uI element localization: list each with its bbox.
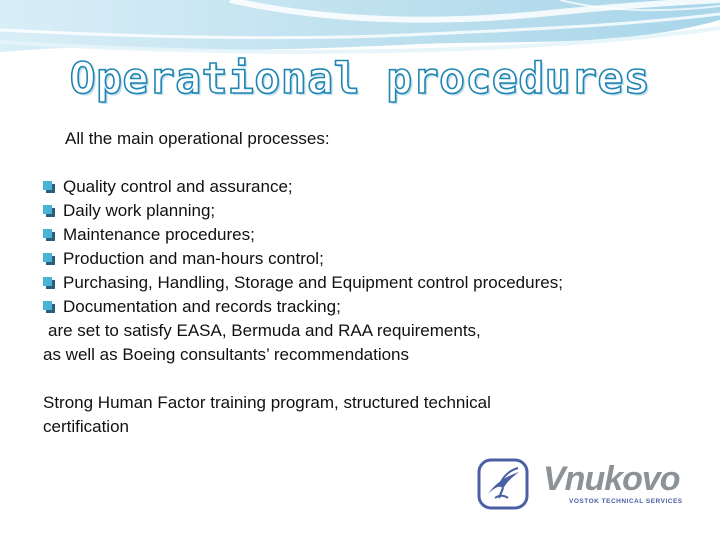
logo-subtitle: VOSTOK TECHNICAL SERVICES — [569, 498, 683, 505]
square-bullet-icon — [43, 229, 55, 241]
list-item — [43, 295, 563, 319]
square-bullet-icon — [43, 205, 55, 217]
slide-title: Operational procedures — [69, 54, 651, 104]
list-item — [43, 247, 563, 271]
intro-text: All the main operational processes: — [65, 129, 330, 148]
bird-emblem-icon — [477, 458, 529, 510]
list-item-label: Documentation and records tracking; — [63, 297, 341, 316]
list-item — [43, 199, 563, 223]
recommendations-line: as well as Boeing consultants’ recommendations — [43, 345, 410, 364]
square-bullet-icon — [43, 301, 55, 313]
training-text: Strong Human Factor training program, structured technical certification — [43, 393, 491, 436]
list-item-label: Purchasing, Handling, Storage and Equipment control procedures; — [63, 273, 563, 292]
list-item-label: Production and man-hours control; — [63, 249, 324, 268]
list-item — [43, 223, 563, 247]
square-bullet-icon — [43, 253, 55, 265]
requirements-line: are set to satisfy EASA, Bermuda and RAA requirements, — [48, 321, 481, 340]
company-logo — [477, 456, 689, 514]
process-list — [43, 175, 563, 319]
list-item-label: Maintenance procedures; — [63, 225, 255, 244]
list-item-label: Daily work planning; — [63, 201, 216, 220]
list-item — [43, 175, 563, 199]
list-item — [43, 271, 563, 295]
logo-wordmark: Vnukovo — [543, 460, 680, 498]
square-bullet-icon — [43, 181, 55, 193]
square-bullet-icon — [43, 277, 55, 289]
list-item-label: Quality control and assurance; — [63, 177, 293, 196]
